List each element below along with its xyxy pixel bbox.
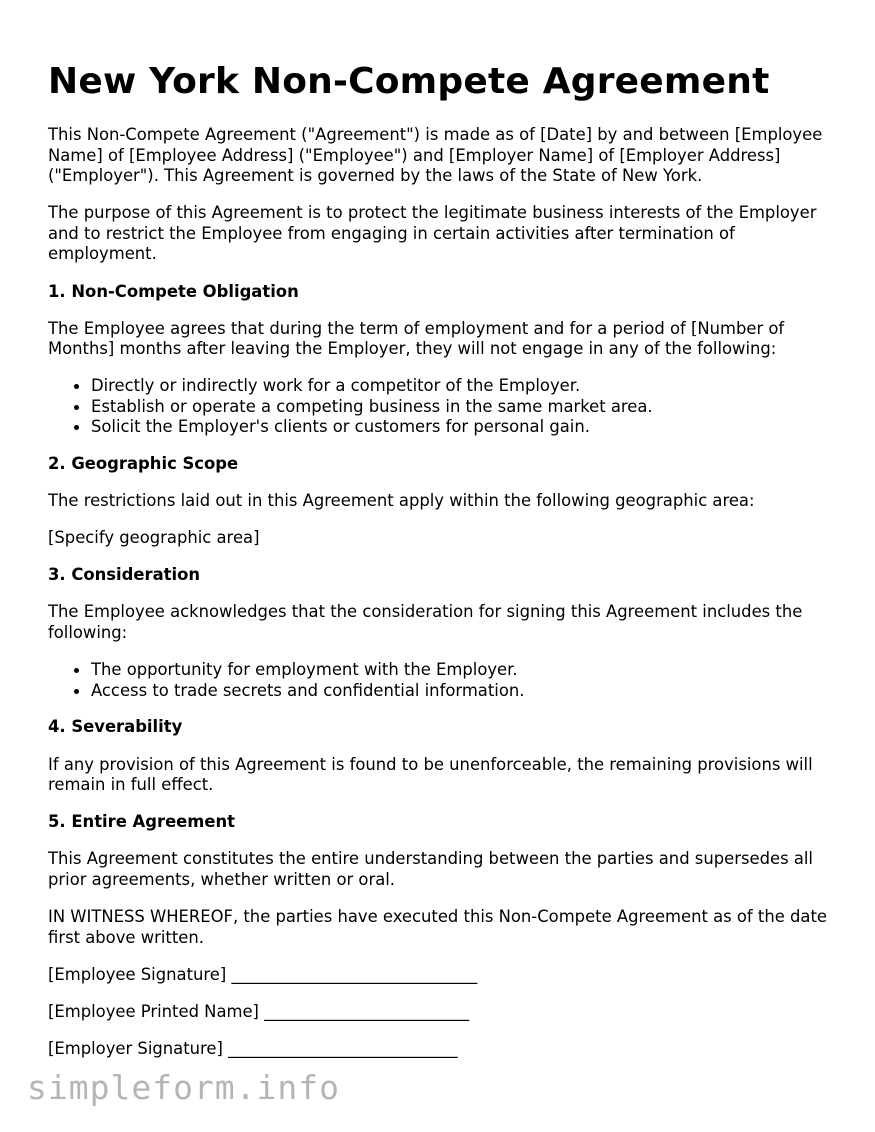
document-page: [48, 0, 838, 1059]
document-title: New York Non-Compete Agreement: [48, 61, 770, 102]
list-item: Access to trade secrets and confidential information.: [91, 681, 838, 701]
list-item: Establish or operate a competing business in the same market area.: [91, 397, 838, 417]
section-heading-entire-agreement: 5. Entire Agreement: [48, 812, 235, 832]
non-compete-list: [48, 376, 838, 437]
intro-paragraph: This Non-Compete Agreement ("Agreement") is made as of [Date] by and between [Employee Name] of [Employee Address] ("Employee") and [Employer Name] of [Employer Address] ("Employer"). This Agreement is governed by the laws of the State of New York.: [48, 125, 823, 186]
list-item: The opportunity for employment with the Employer.: [91, 660, 838, 680]
section-text-severability: If any provision of this Agreement is found to be unenforceable, the remaining provisions will remain in full effect.: [48, 754, 813, 795]
section-heading-non-compete: 1. Non-Compete Obligation: [48, 281, 299, 301]
section-text-geographic-scope: The restrictions laid out in this Agreement apply within the following geographic area:: [48, 491, 755, 511]
section-text-consideration: The Employee acknowledges that the consideration for signing this Agreement includes the following:: [48, 602, 803, 643]
section-text-entire-agreement: This Agreement constitutes the entire understanding between the parties and supersedes all prior agreements, whether written or oral.: [48, 849, 813, 889]
witness-paragraph: IN WITNESS WHEREOF, the parties have executed this Non-Compete Agreement as of the date first above written.: [48, 907, 827, 947]
watermark: simpleform.info: [27, 1068, 341, 1107]
employee-signature-line: [Employee Signature] ______________________________: [48, 964, 478, 984]
section-text-non-compete: The Employee agrees that during the term of employment and for a period of [Number of Months] months after leaving the Employer, they will not engage in any of the following:: [48, 318, 785, 359]
list-item: Solicit the Employer's clients or customers for personal gain.: [91, 417, 838, 437]
section-heading-consideration: 3. Consideration: [48, 565, 201, 585]
section-heading-severability: 4. Severability: [48, 717, 183, 737]
list-item: Directly or indirectly work for a competitor of the Employer.: [91, 376, 838, 396]
employee-printed-name-line: [Employee Printed Name] _________________________: [48, 1001, 470, 1021]
employer-signature-line: [Employer Signature] ____________________________: [48, 1038, 458, 1058]
consideration-list: [48, 660, 838, 701]
purpose-paragraph: The purpose of this Agreement is to protect the legitimate business interests of the Employer and to restrict the Employee from engaging in certain activities after termination of employment.: [48, 203, 817, 264]
geographic-area-placeholder: [Specify geographic area]: [48, 528, 260, 548]
section-heading-geographic-scope: 2. Geographic Scope: [48, 454, 239, 474]
